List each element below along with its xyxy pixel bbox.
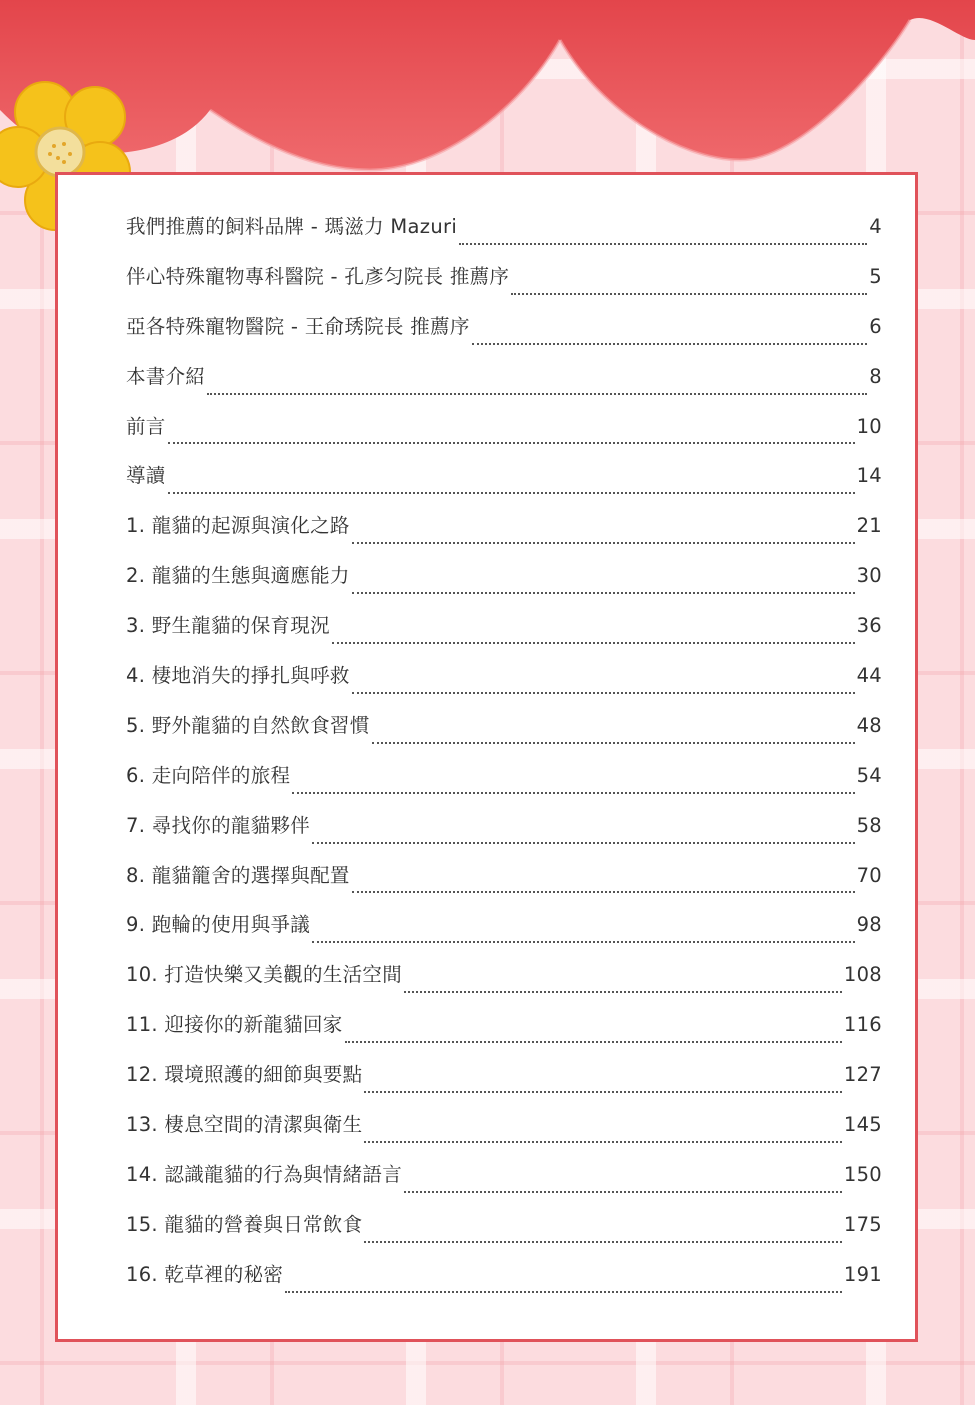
toc-entry-page: 108 (843, 963, 882, 987)
toc-leader-dots (332, 641, 855, 644)
toc-leader-dots (168, 441, 855, 444)
toc-entry-page: 175 (843, 1212, 882, 1236)
toc-entry-title: 伴心特殊寵物專科醫院 - 孔彥匀院長 推薦序 (126, 264, 510, 288)
toc-leader-dots (352, 591, 855, 594)
toc-entry-title: 3. 野生龍貓的保育現況 (126, 614, 330, 638)
toc-entry-title: 12. 環境照護的細節與要點 (126, 1063, 363, 1087)
toc-entry[interactable] (126, 311, 882, 361)
toc-entry[interactable] (126, 361, 882, 411)
toc-leader-dots (372, 741, 855, 744)
toc-entry-page: 10 (856, 414, 882, 438)
toc-entry-title: 7. 尋找你的龍貓夥伴 (126, 813, 311, 837)
toc-entry-title: 10. 打造快樂又美觀的生活空間 (126, 963, 403, 987)
toc-leader-dots (364, 1090, 841, 1093)
toc-entry-title: 8. 龍貓籠舍的選擇與配置 (126, 863, 350, 887)
toc-entry-title: 2. 龍貓的生態與適應能力 (126, 564, 350, 588)
toc-entry[interactable] (126, 510, 882, 560)
toc-entry-title: 前言 (126, 414, 166, 438)
toc-entry-title: 15. 龍貓的營養與日常飲食 (126, 1212, 363, 1236)
toc-leader-dots (404, 990, 842, 993)
toc-entry-page: 54 (856, 763, 882, 787)
toc-entry-title: 我們推薦的飼料品牌 - 瑪滋力 Mazuri (126, 215, 458, 238)
toc-entry-page: 44 (856, 664, 882, 688)
toc-leader-dots (364, 1140, 841, 1143)
toc-entry-page: 48 (856, 713, 882, 737)
toc-leader-dots (285, 1290, 842, 1293)
toc-leader-dots (511, 292, 867, 295)
toc-leader-dots (472, 342, 868, 345)
toc-entry-page: 6 (869, 314, 882, 338)
toc-entry-page: 14 (856, 464, 882, 488)
toc-entry-page: 145 (843, 1113, 882, 1137)
toc-entry[interactable] (126, 610, 882, 660)
toc-entry-page: 58 (856, 813, 882, 837)
toc-leader-dots (312, 841, 854, 844)
toc-entry-title: 14. 認識龍貓的行為與情緒語言 (126, 1162, 403, 1186)
toc-entry-page: 5 (869, 264, 882, 288)
toc-entry-title: 9. 跑輪的使用與爭議 (126, 913, 311, 937)
toc-entry-page: 127 (843, 1063, 882, 1087)
toc-entry[interactable] (126, 909, 882, 959)
toc-entry[interactable] (126, 1009, 882, 1059)
toc-leader-dots (459, 242, 867, 245)
toc-leader-dots (168, 491, 855, 494)
toc-entry[interactable] (126, 860, 882, 910)
toc-entry-page: 191 (843, 1262, 882, 1286)
toc-entry-page: 36 (856, 614, 882, 638)
toc-entry[interactable] (126, 1159, 882, 1209)
toc-entry-title: 11. 迎接你的新龍貓回家 (126, 1013, 343, 1037)
table-of-contents (55, 172, 918, 1342)
toc-entry-title: 6. 走向陪伴的旅程 (126, 763, 291, 787)
toc-leader-dots (404, 1190, 842, 1193)
toc-entry[interactable] (126, 1209, 882, 1259)
toc-entry[interactable] (126, 460, 882, 510)
toc-entry[interactable] (126, 560, 882, 610)
toc-entry[interactable] (126, 1059, 882, 1109)
toc-entry[interactable] (126, 411, 882, 461)
toc-entry[interactable] (126, 810, 882, 860)
toc-entry-title: 1. 龍貓的起源與演化之路 (126, 514, 350, 538)
toc-leader-dots (364, 1240, 841, 1243)
toc-entry[interactable] (126, 959, 882, 1009)
toc-entry-title: 亞各特殊寵物醫院 - 王俞琇院長 推薦序 (126, 314, 470, 338)
toc-entry-title: 5. 野外龍貓的自然飲食習慣 (126, 713, 370, 737)
toc-entry-page: 98 (856, 913, 882, 937)
toc-entry-page: 4 (869, 215, 882, 238)
toc-entry-page: 116 (843, 1013, 882, 1037)
toc-entry[interactable] (126, 710, 882, 760)
toc-entry-page: 70 (856, 863, 882, 887)
toc-leader-dots (292, 791, 854, 794)
toc-entry[interactable] (126, 1259, 882, 1309)
toc-entry-page: 8 (869, 364, 882, 388)
toc-leader-dots (352, 890, 855, 893)
toc-leader-dots (312, 940, 854, 943)
toc-leader-dots (207, 392, 867, 395)
toc-entry-title: 本書介紹 (126, 364, 206, 388)
toc-leader-dots (345, 1040, 842, 1043)
toc-entry-title: 4. 棲地消失的掙扎與呼救 (126, 664, 350, 688)
toc-entry-page: 150 (843, 1162, 882, 1186)
toc-entry-title: 13. 棲息空間的清潔與衛生 (126, 1113, 363, 1137)
toc-entry-title: 導讀 (126, 464, 166, 488)
toc-list (126, 211, 882, 1309)
toc-entry[interactable] (126, 1109, 882, 1159)
toc-entry-page: 21 (856, 514, 882, 538)
red-curtain-decoration (0, 0, 975, 180)
toc-entry[interactable] (126, 660, 882, 710)
toc-entry[interactable] (126, 261, 882, 311)
toc-entry[interactable] (126, 760, 882, 810)
toc-leader-dots (352, 541, 855, 544)
toc-leader-dots (352, 691, 855, 694)
toc-entry-title: 16. 乾草裡的秘密 (126, 1262, 284, 1286)
toc-entry-page: 30 (856, 564, 882, 588)
toc-entry[interactable] (126, 211, 882, 261)
